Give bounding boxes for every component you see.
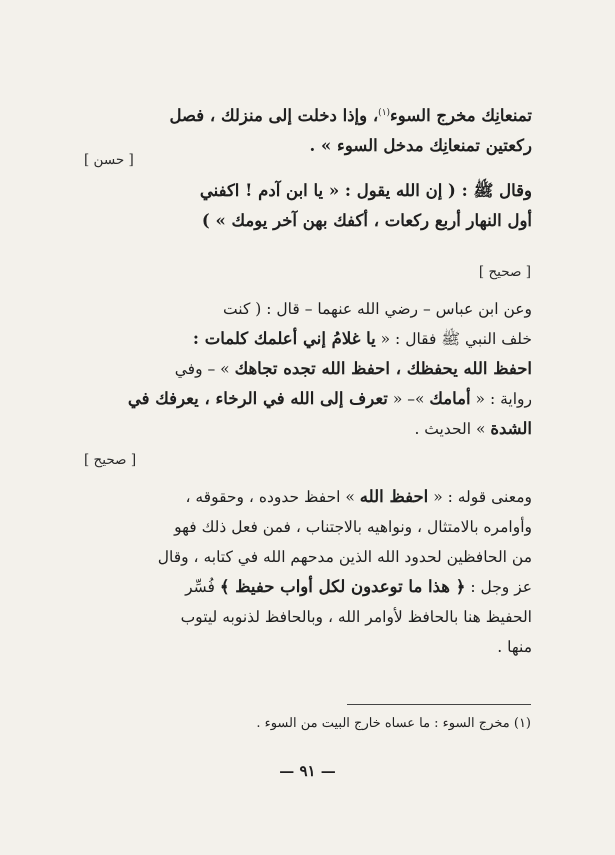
paragraph-4-line-4 (84, 572, 532, 602)
paragraph-4-line-3: من الحافظين لحدود الله الذين مدحهم الله في كتابه ، وقال (157, 548, 532, 566)
hadith-text: احفظ الله (359, 487, 429, 506)
commentary-text: عز وجل : (465, 578, 532, 596)
narration-text: » – وفي (174, 360, 235, 378)
footnote-marker: (١) (378, 108, 391, 118)
narration-text: رواية : « (470, 390, 532, 408)
hadith-text: الشدة (490, 419, 532, 438)
paragraph-3-line-5 (84, 414, 532, 444)
narration-text: خلف النبي ﷺ فقال : « (375, 330, 532, 348)
hadith-text: أمامك (429, 389, 471, 408)
paragraph-3-line-4 (84, 384, 532, 414)
hadith-text: تعرف إلى الله في الرخاء ، يعرفك في (127, 389, 388, 408)
narration-text: »– « (387, 390, 430, 408)
paragraph-4 (84, 482, 532, 662)
paragraph-4-line-1 (84, 482, 532, 512)
hadith-grade: [ حسن ] (84, 152, 134, 168)
paragraph-1 (84, 98, 532, 161)
hadith-text: احفظ الله يحفظك ، احفظ الله تجده تجاهك (234, 359, 532, 378)
footnote-divider (347, 704, 531, 705)
hadith-text: ركعتين تمنعانِك مدخل السوء » . (309, 136, 532, 156)
paragraph-3-line-1: وعن ابن عباس – رضي الله عنهما – قال : ( كنت (223, 300, 532, 318)
paragraph-3-line-3 (84, 354, 532, 384)
hadith-text: ، وإذا دخلت إلى منزلك ، فصل (169, 106, 379, 126)
footnote: (١) مخرج السوء : ما عساه خارج البيت من السوء . (256, 716, 531, 731)
narration-text: » الحديث . (414, 420, 491, 438)
paragraph-4-line-2: وأوامره بالامتثال ، ونواهيه بالاجتناب ، فمن فعل ذلك فهو (174, 518, 532, 536)
quran-verse: ﴿ هذا ما توعدون لكل أواب حفيظ ﴾ (219, 577, 466, 596)
paragraph-2-line-2: أول النهار أربع ركعات ، أكفك بهن آخر يومك » ) (201, 211, 532, 230)
paragraph-2-line-1: وقال ﷺ : ( إن الله يقول : « يا ابن آدم ! اكفني (199, 181, 532, 200)
paragraph-4-line-6: منها . (497, 638, 532, 656)
paragraph-3-line-2 (84, 324, 532, 354)
paragraph-3 (84, 294, 532, 444)
commentary-text: » احفظ حدوده ، وحقوقه ، (185, 488, 360, 506)
commentary-text: فُسِّر (185, 578, 220, 596)
paragraph-1-line-2 (84, 131, 532, 161)
page-number: — ٩١ — (279, 762, 336, 780)
paragraph-2 (84, 176, 532, 236)
commentary-text: ومعنى قوله : « (428, 488, 532, 506)
hadith-grade: [ صحيح ] (84, 452, 137, 468)
paragraph-1-line-1 (84, 98, 532, 131)
paragraph-4-line-5: الحفيظ هنا بالحافظ لأوامر الله ، وبالحافظ لذنوبه ليتوب (180, 608, 532, 626)
hadith-grade: [ صحيح ] (478, 264, 531, 280)
hadith-text: تمنعانِك مخرج السوء (390, 106, 532, 126)
hadith-text: يا غلامُ إني أعلمك كلمات : (192, 329, 376, 348)
